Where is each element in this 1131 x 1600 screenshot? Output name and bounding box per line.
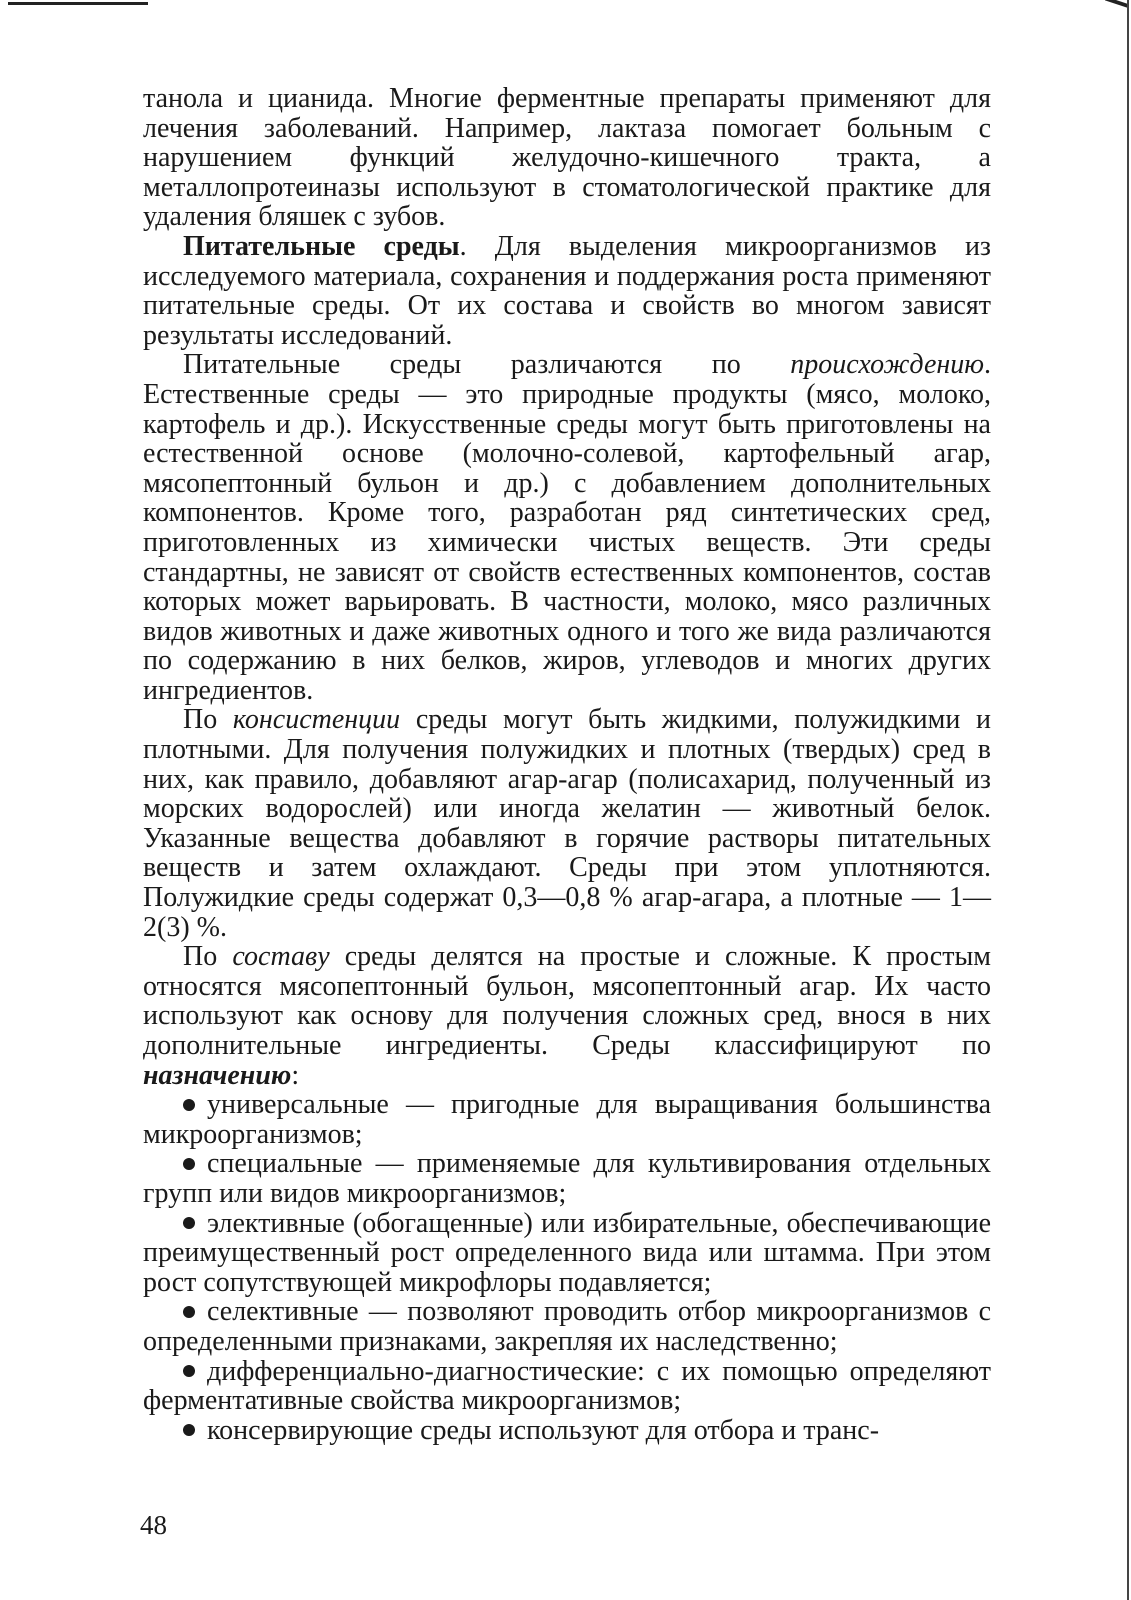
paragraph-text: :: [291, 1059, 300, 1091]
bullet-icon: [183, 1306, 195, 1318]
paragraph-text: . Для выделения микроорганизмов из исследуемого материала, сохранения и поддержания роста применяют питательные среды. От их состава и свойств во многом зависят результаты исследований.: [143, 230, 991, 351]
paragraph-text: среды могут быть жидкими, полужидкими и плотными. Для получения полужидких и плотных (твердых) сред в них, как правило, добавляют агар-агар (полисахарид, полученный из морских водорослей) или иногда желатин — животный белок. Указанные вещества добавляют в горячие растворы питательных веществ и затем охлаждают. Среды при этом уплотняются. Полужидкие среды содержат 0,3—0,8 % агар-агара, а плотные — 1—2(3) %.: [143, 704, 991, 943]
section-heading: Питательные среды: [183, 230, 460, 262]
list-item-text: консервирующие среды используют для отбора и транс-: [207, 1414, 880, 1446]
list-item: [143, 1297, 991, 1356]
list-item: [143, 1149, 991, 1208]
scan-edge-top: [8, 2, 148, 5]
emphasis-term-strong: назначению: [143, 1059, 292, 1091]
paragraph-origin: [143, 350, 991, 705]
scan-edge-right: [1127, 0, 1129, 1600]
bullet-icon: [183, 1099, 195, 1111]
paragraph-consistency: [143, 705, 991, 942]
paragraph-composition: [143, 942, 991, 1090]
page-number: 48: [140, 1510, 167, 1540]
bullet-icon: [183, 1158, 195, 1170]
emphasis-term: составу: [232, 941, 330, 973]
list-item: [143, 1209, 991, 1298]
list-item-text: элективные (обогащенные) или избирательные, обеспечивающие преимущественный рост определенного вида или штамма. При этом рост сопутствующей микрофлоры подавляется;: [143, 1207, 991, 1298]
list-item-text: дифференциально-диагностические: с их помощью определяют ферментативные свойства микроорганизмов;: [143, 1355, 991, 1417]
list-item-text: универсальные — пригодные для выращивания большинства микроорганизмов;: [143, 1089, 991, 1150]
list-item: [143, 1357, 991, 1416]
paragraph-nutrient-media: [143, 232, 991, 350]
paragraph-enzymes: танола и цианида. Многие ферментные препараты применяют для лечения заболеваний. Например, лактаза помогает больным с нарушением функций желудочно-кишечного тракта, а металлопротеиназы используют в стоматологической практике для удаления бляшек с зубов.: [143, 83, 991, 233]
bullet-icon: [183, 1365, 195, 1377]
paragraph-text: По: [183, 704, 233, 736]
list-item-text: селективные — позволяют проводить отбор микроорганизмов с определенными признаками, закрепляя их наследственно;: [143, 1296, 991, 1357]
emphasis-term: консистенции: [232, 704, 401, 736]
paragraph-text: По: [183, 941, 233, 973]
page-body: [143, 84, 991, 1445]
bullet-icon: [183, 1424, 195, 1436]
emphasis-term: происхождению: [790, 349, 984, 381]
paragraph-text: . Естественные среды — это природные продукты (мясо, молоко, картофель и др.). Искусственные среды могут быть приготовлены на естественной основе (молочно-солевой, картофельный агар, мясопептонный бульон и др.) с добавлением дополнительных компонентов. Кроме того, разработан ряд синтетических сред, приготовленных из химически чистых веществ. Эти среды стандартны, не зависят от свойств естественных компонентов, состав которых может варьировать. В частности, молоко, мясо различных видов животных и даже животных одного и того же вида различаются по содержанию в них белков, жиров, углеводов и многих других ингредиентов.: [143, 349, 991, 706]
paragraph-text: Питательные среды различаются по: [183, 349, 791, 381]
list-item: [143, 1090, 991, 1149]
list-item-text: специальные — применяемые для культивирования отдельных групп или видов микроорганизмов;: [143, 1148, 991, 1209]
list-item: [143, 1416, 991, 1446]
paragraph-text: среды делятся на простые и сложные. К простым относятся мясопептонный бульон, мясопептонный агар. Их часто используют как основу для получения сложных сред, внося в них дополнительные ингредиенты. Среды классифицируют по: [143, 941, 991, 1061]
scan-edge-corner: [1105, 0, 1127, 8]
bullet-icon: [183, 1217, 195, 1229]
